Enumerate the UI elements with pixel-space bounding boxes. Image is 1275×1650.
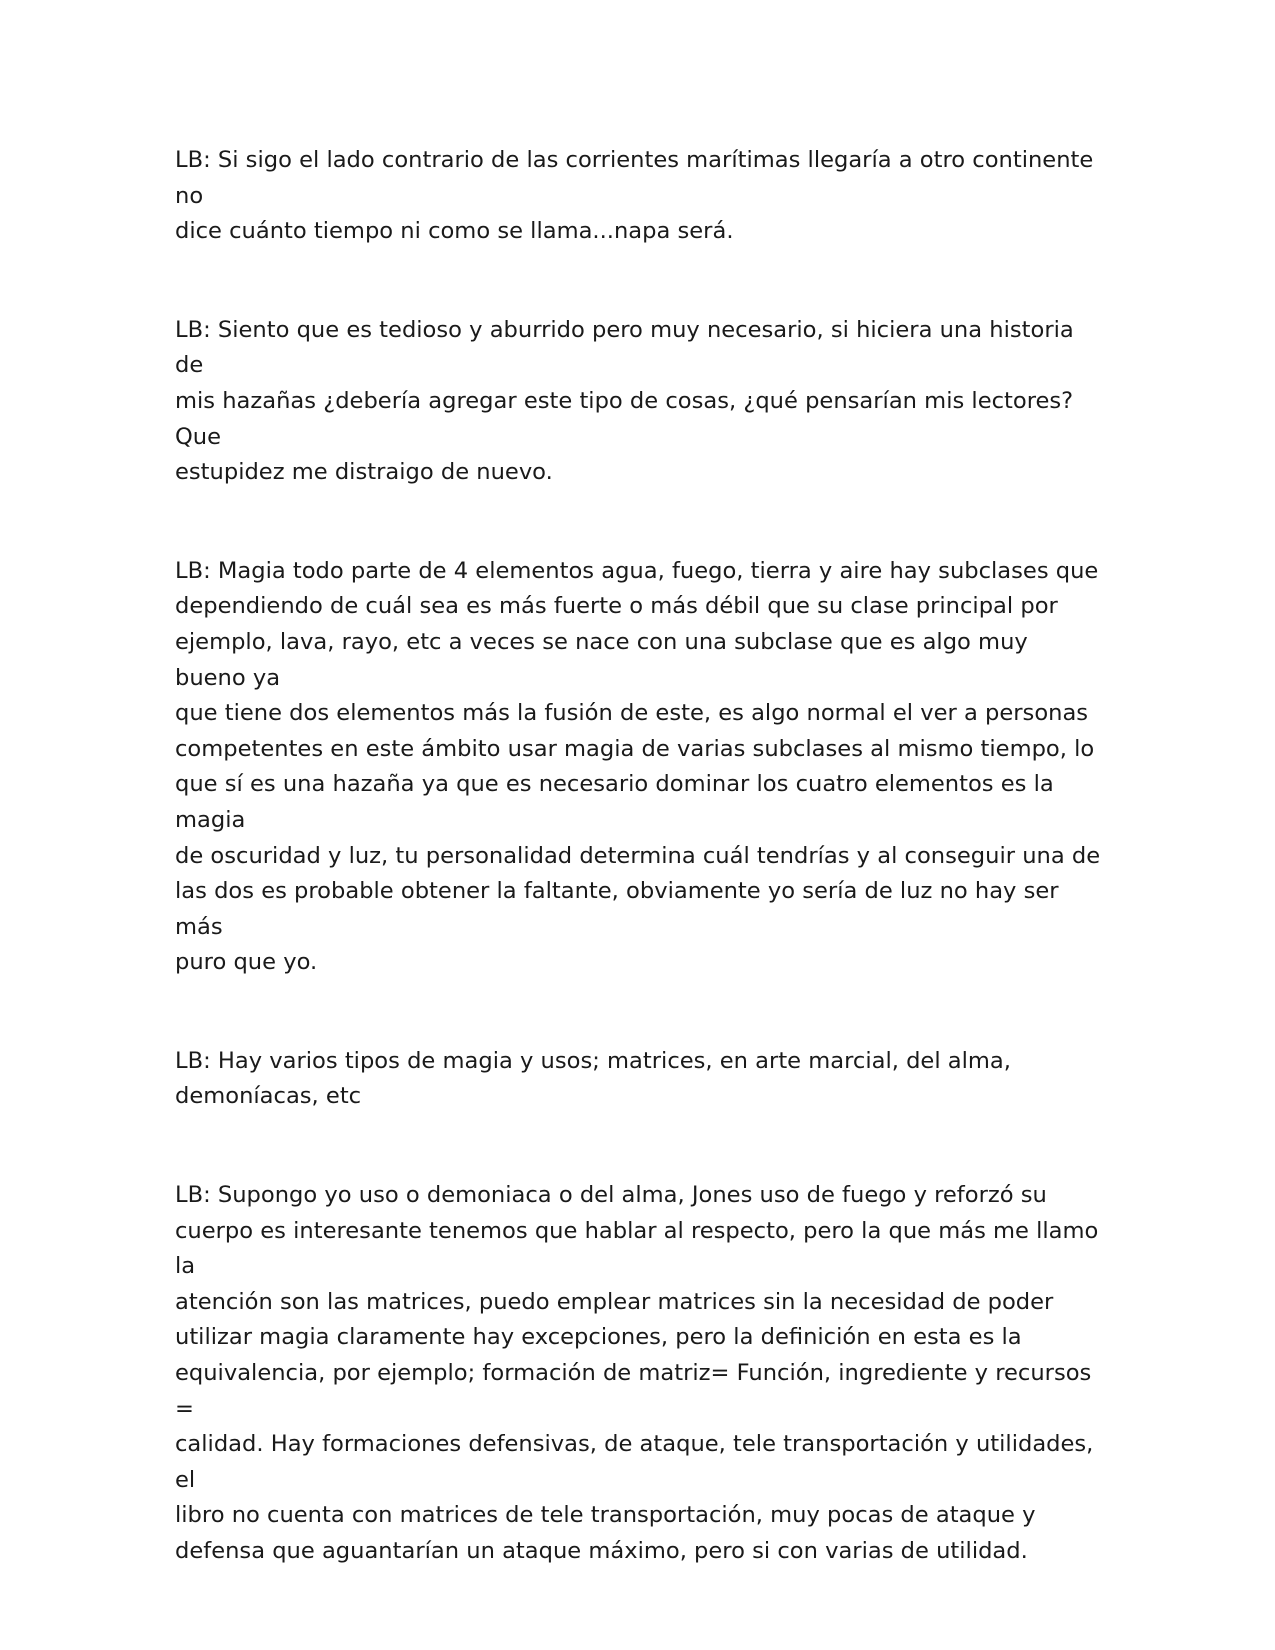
text-line: estupidez me distraigo de nuevo.: [175, 459, 553, 486]
paragraph: [175, 1178, 1105, 1570]
text-line: competentes en este ámbito usar magia de varias subclases al mismo tiempo, lo: [175, 735, 1095, 762]
paragraph-spacer: [175, 250, 1105, 313]
text-line: LB: Hay varios tipos de magia y usos; matrices, en arte marcial, del alma,: [175, 1047, 1011, 1074]
text-line: utilizar magia claramente hay excepciones, pero la definición en esta es la: [175, 1324, 1022, 1351]
document-body: [175, 143, 1105, 1570]
text-line: LB: Si sigo el lado contrario de las corrientes marítimas llegaría a otro continente no: [175, 147, 1094, 209]
text-line: atención son las matrices, puedo emplear matrices sin la necesidad de poder: [175, 1288, 1054, 1315]
text-line: defensa que aguantarían un ataque máximo, pero si con varias de utilidad.: [175, 1538, 1028, 1564]
text-line: mis hazañas ¿debería agregar este tipo de cosas, ¿qué pensarían mis lectores? Que: [175, 387, 1074, 450]
paragraph: [175, 143, 1105, 250]
text-line: que sí es una hazaña ya que es necesario dominar los cuatro elementos es la magia: [175, 771, 1054, 833]
text-line: demoníacas, etc: [175, 1083, 362, 1110]
text-line: LB: Magia todo parte de 4 elementos agua, fuego, tierra y aire hay subclases que: [175, 557, 1099, 584]
text-line: calidad. Hay formaciones defensivas, de ataque, tele transportación y utilidades, el: [175, 1431, 1094, 1493]
text-line: dice cuánto tiempo ni como se llama...napa será.: [175, 218, 734, 245]
paragraph: [175, 554, 1105, 981]
text-line: equivalencia, por ejemplo; formación de matriz= Función, ingrediente y recursos =: [175, 1360, 1092, 1422]
text-line: puro que yo.: [175, 949, 318, 976]
paragraph-spacer: [175, 1115, 1105, 1178]
paragraph: [175, 1044, 1105, 1115]
text-line: de oscuridad y luz, tu personalidad determina cuál tendrías y al conseguir una de: [175, 842, 1101, 869]
text-line: ejemplo, lava, rayo, etc a veces se nace con una subclase que es algo muy bueno ya: [175, 628, 1028, 691]
text-line: LB: Supongo yo uso o demoniaca o del alma, Jones uso de fuego y reforzó su: [175, 1182, 1047, 1209]
paragraph: [175, 313, 1105, 491]
paragraph-spacer: [175, 981, 1105, 1044]
paragraph-spacer: [175, 491, 1105, 554]
text-line: las dos es probable obtener la faltante, obviamente yo sería de luz no hay ser más: [175, 878, 1059, 940]
text-line: LB: Siento que es tedioso y aburrido pero muy necesario, si hiciera una historia de: [175, 316, 1074, 379]
text-line: dependiendo de cuál sea es más fuerte o más débil que su clase principal por: [175, 593, 1058, 620]
text-line: libro no cuenta con matrices de tele transportación, muy pocas de ataque y: [175, 1502, 1036, 1529]
text-line: cuerpo es interesante tenemos que hablar al respecto, pero la que más me llamo la: [175, 1217, 1099, 1280]
text-line: que tiene dos elementos más la fusión de este, es algo normal el ver a personas: [175, 700, 1089, 727]
